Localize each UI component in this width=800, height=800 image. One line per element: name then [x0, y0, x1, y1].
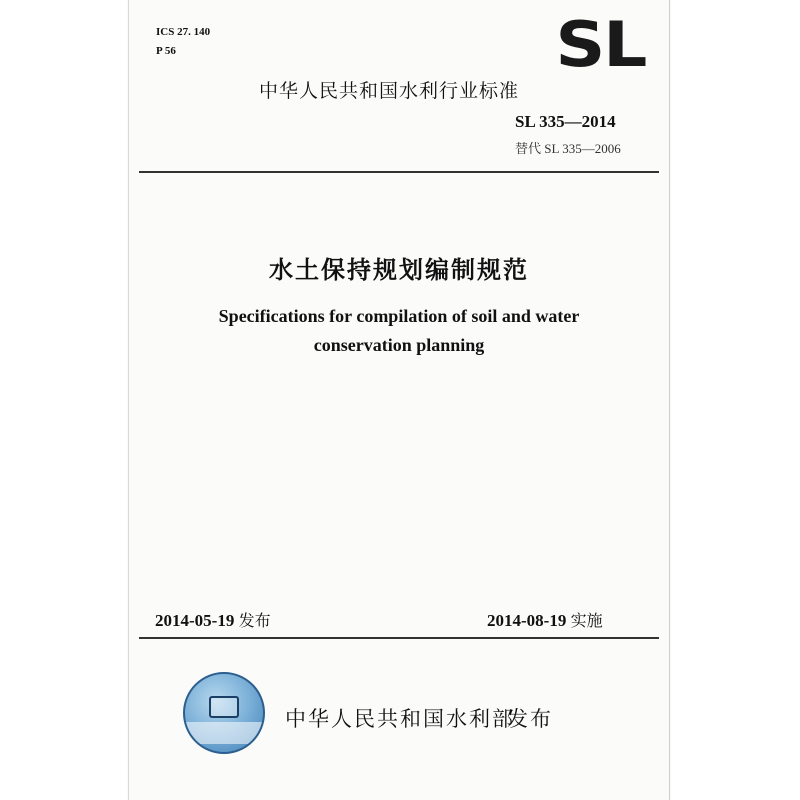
title-chinese: 水土保持规划编制规范	[269, 256, 529, 284]
title-english-line2: conservation planning	[313, 335, 485, 355]
anti-counterfeit-seal-icon	[183, 672, 265, 754]
publisher-verb: 发布	[507, 707, 553, 731]
standard-cover	[128, 0, 670, 800]
issue-label: 发布	[238, 611, 271, 630]
sl-logo: SL	[555, 8, 645, 81]
publisher: 中华人民共和国水利部	[285, 707, 515, 731]
ics-code: ICS 27. 140	[156, 26, 211, 38]
title-english-line1: Specifications for compilation of soil and water	[218, 306, 580, 326]
seal-label-band	[185, 722, 263, 744]
replaces-note: 替代 SL 335—2006	[515, 141, 621, 156]
title-english	[169, 302, 629, 360]
seal-emblem-icon	[209, 696, 239, 718]
implement-label: 实施	[570, 611, 603, 630]
standard-category: 中华人民共和国水利行业标准	[259, 80, 520, 102]
implement-date-block	[487, 608, 603, 631]
bottom-divider	[139, 637, 659, 639]
standard-code: SL 335—2014	[515, 112, 616, 131]
implement-date: 2014-08-19	[487, 611, 567, 630]
top-divider	[139, 171, 659, 173]
p-code: P 56	[156, 45, 176, 57]
issue-date-block	[155, 608, 271, 631]
issue-date: 2014-05-19	[155, 611, 235, 630]
